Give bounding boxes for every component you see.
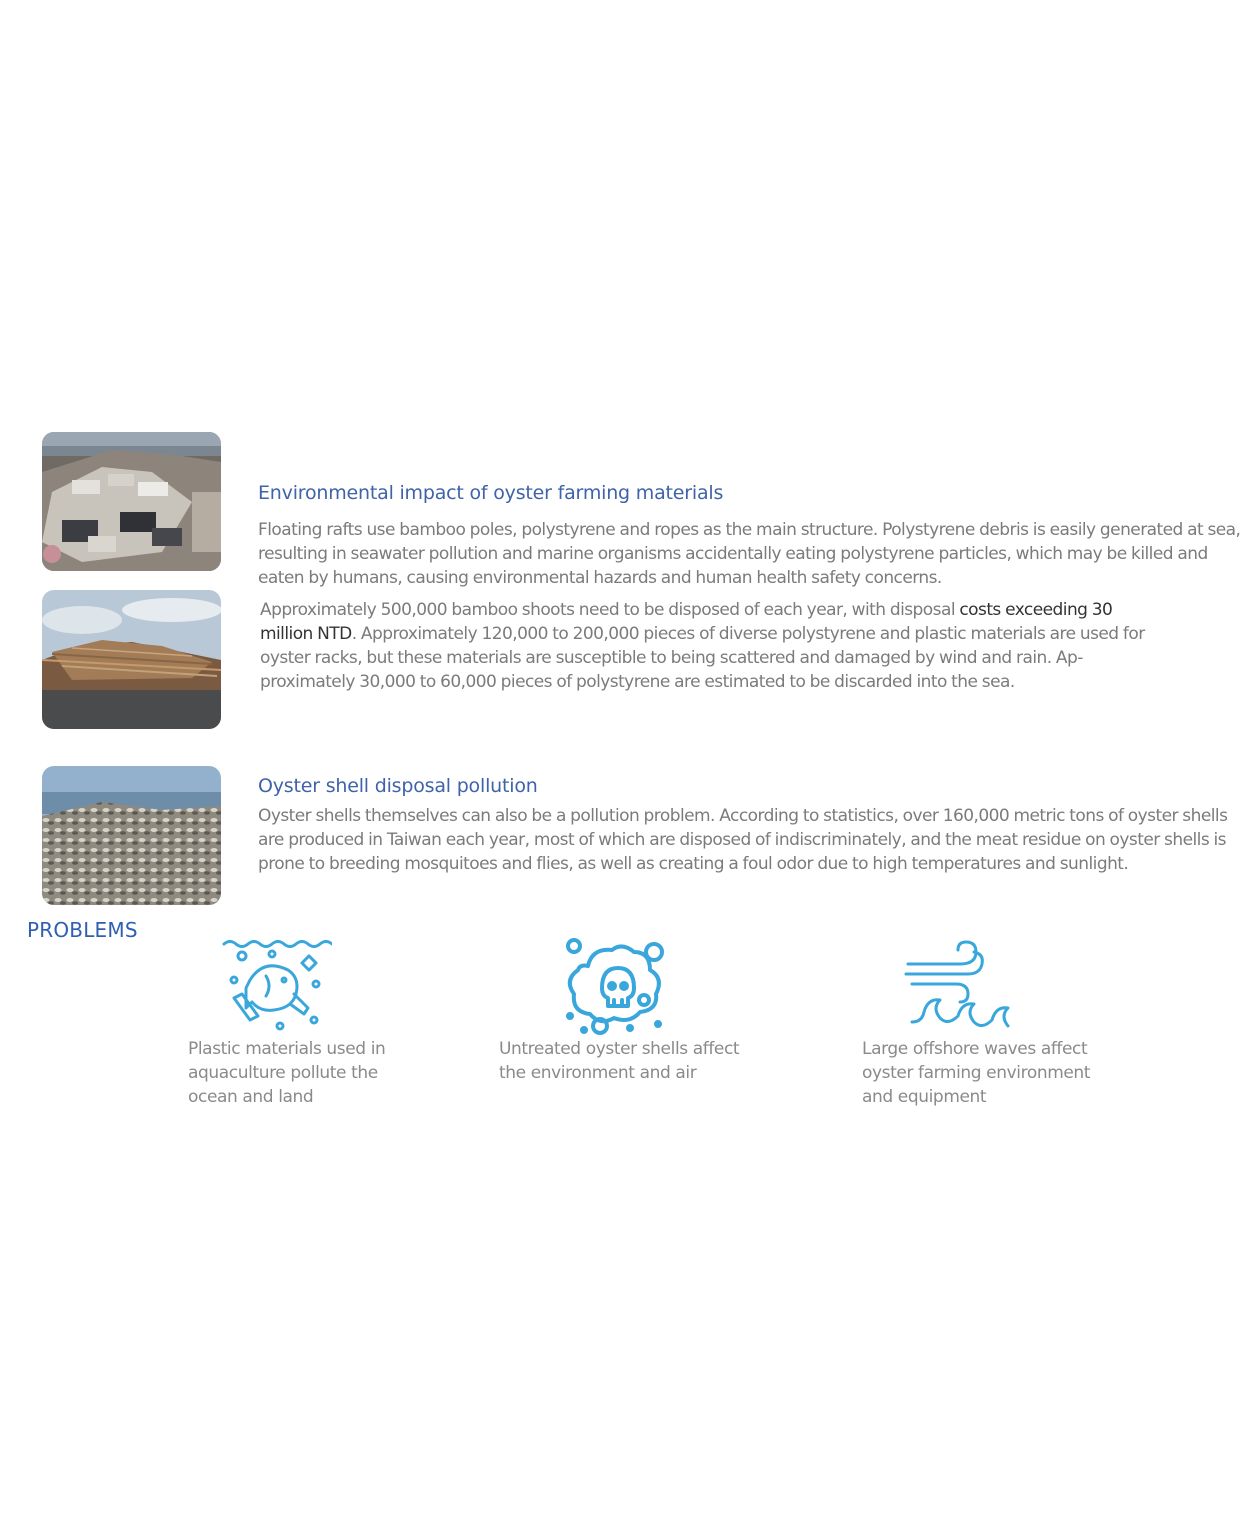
disposal-cost-highlight: costs exceeding 30 million NTD [260, 600, 1113, 644]
materials-paragraph-1: Floating rafts use bamboo poles, polystyrene and ropes as the main structure. Polystyrene debris is easily generated at sea, resulting in seawater pollution and marine organisms accidentally eating polystyrene particles, which may be killed and eaten by humans, causing environmental hazards and human health safety concerns. [258, 520, 1241, 588]
toxic-skull-icon [558, 936, 674, 1038]
section-heading-oyster-shells: Oyster shell disposal pollution [258, 775, 538, 797]
problem-caption-oyster-shells: Untreated oyster shells affect the environment and air [499, 1039, 740, 1083]
section-heading-materials: Environmental impact of oyster farming materials [258, 482, 724, 504]
oyster-shell-pile-photo [42, 766, 221, 905]
paragraph-text: . Approximately 120,000 to 200,000 pieces of diverse polystyrene and plastic materials are used for oyster racks, but these materials are susceptible to being scattered and damaged by wind and rain. Ap-proximately 30,000 to 60,000 pieces of polystyrene are estimated to be discarded into the sea. [260, 624, 1145, 692]
bamboo-pile-photo [42, 590, 221, 729]
problem-caption-plastic: Plastic materials used in aquaculture pollute the ocean and land [188, 1039, 386, 1107]
problem-caption-waves: Large offshore waves affect oyster farming environment and equipment [862, 1039, 1091, 1107]
fish-pollution-icon [220, 936, 332, 1032]
materials-paragraph-2 [260, 598, 1160, 694]
wind-waves-icon [902, 936, 1026, 1032]
polystyrene-debris-shore-photo [42, 432, 221, 571]
oyster-shells-paragraph: Oyster shells themselves can also be a pollution problem. According to statistics, over 160,000 metric tons of oyster shells are produced in Taiwan each year, most of which are disposed of indiscriminately, and the meat residue on oyster shells is prone to breeding mosquitoes and flies, as well as creating a foul odor due to high temperatures and sunlight. [258, 806, 1228, 874]
paragraph-text: Approximately 500,000 bamboo shoots need to be disposed of each year, with disposal [260, 600, 960, 620]
problems-label: PROBLEMS [27, 918, 138, 942]
